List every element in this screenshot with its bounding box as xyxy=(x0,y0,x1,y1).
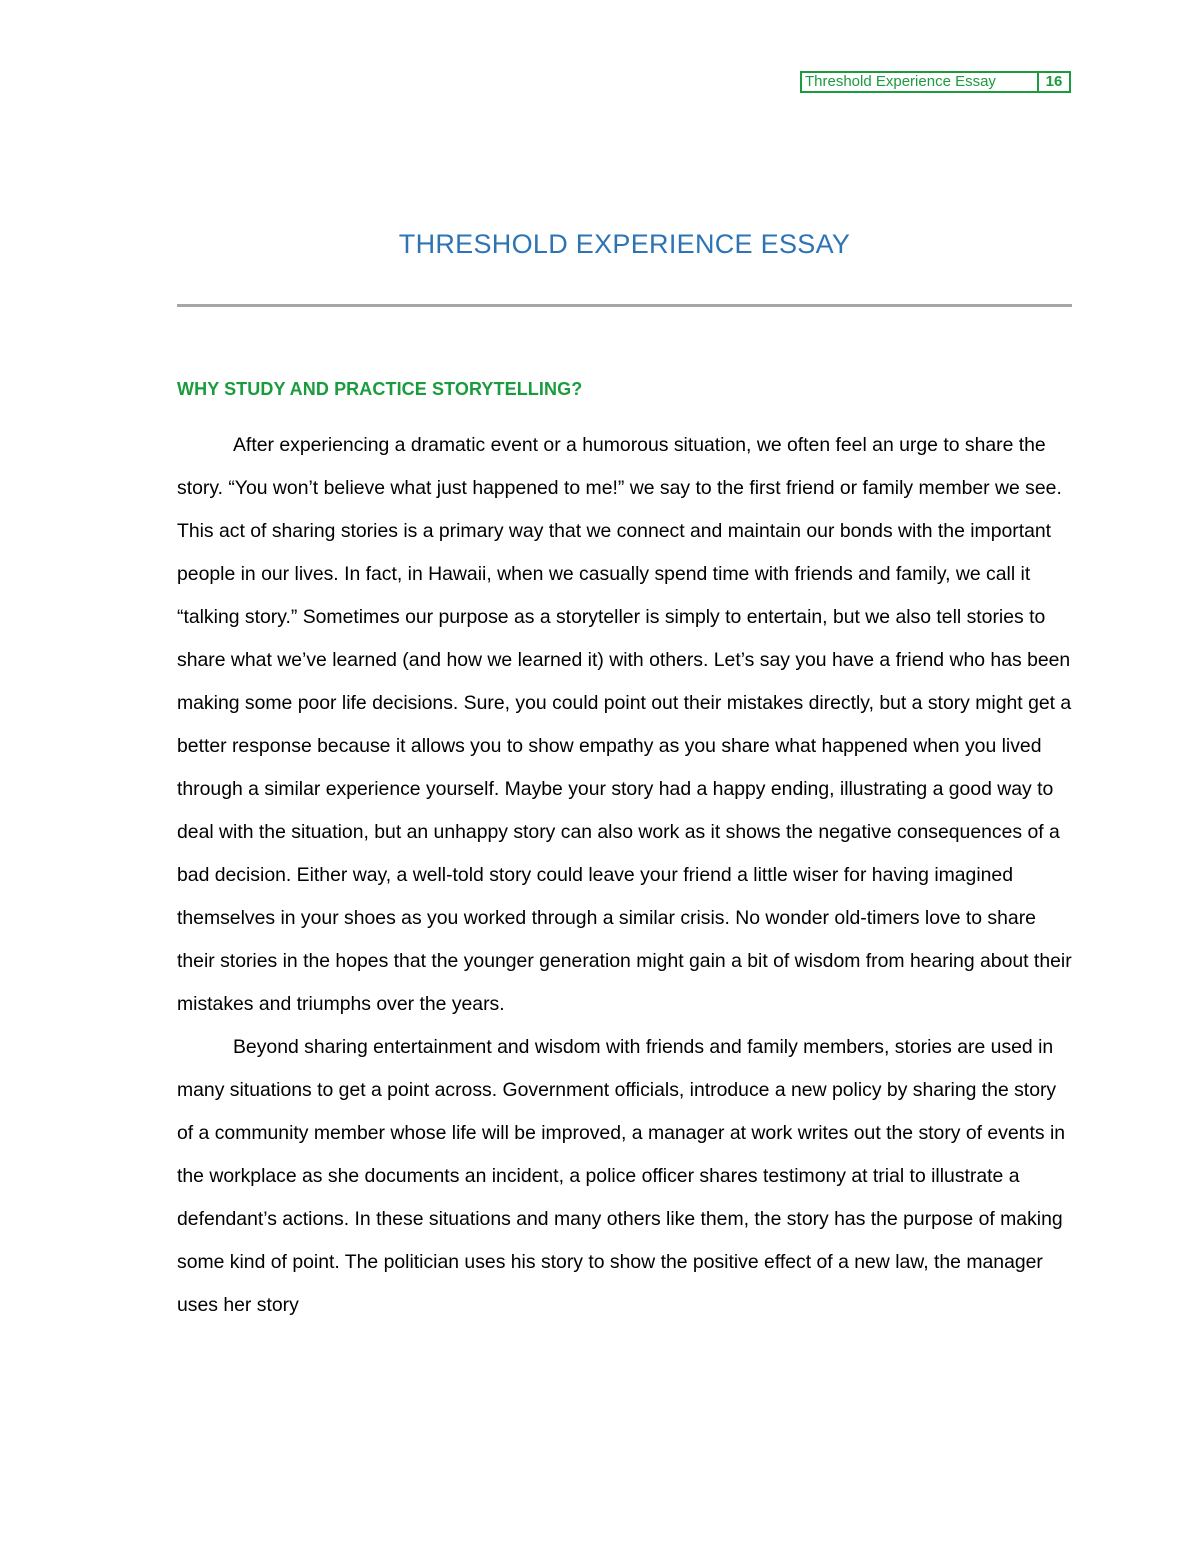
paragraph: After experiencing a dramatic event or a humorous situation, we often feel an urge to share the story. “You won’t believe what just happened to me!” we say to the first friend or family member we see. This act of sharing stories is a primary way that we connect and maintain our bonds with the important people in our lives. In fact, in Hawaii, when we casually spend time with friends and family, we call it “talking story.” Sometimes our purpose as a storyteller is simply to entertain, but we also tell stories to share what we’ve learned (and how we learned it) with others. Let’s say you have a friend who has been making some poor life decisions. Sure, you could point out their mistakes directly, but a story might get a better response because it allows you to show empathy as you share what happened when you lived through a similar experience yourself. Maybe your story had a happy ending, illustrating a good way to deal with the situation, but an unhappy story can also work as it shows the negative consequences of a bad decision. Either way, a well-told story could leave your friend a little wiser for having imagined themselves in your shoes as you worked through a similar crisis. No wonder old-timers love to share their stories in the hopes that the younger generation might gain a bit of wisdom from hearing about their mistakes and triumphs over the years. xyxy=(177,434,1072,1015)
paragraph: Beyond sharing entertainment and wisdom with friends and family members, stories are used in many situations to get a point across. Government officials, introduce a new policy by sharing the story of a community member whose life will be improved, a manager at work writes out the story of events in the workplace as she documents an incident, a police officer shares testimony at trial to illustrate a defendant’s actions. In these situations and many others like them, the story has the purpose of making some kind of point. The politician uses his story to show the positive effect of a new law, the manager uses her story xyxy=(177,1036,1066,1316)
document-title: THRESHOLD EXPERIENCE ESSAY xyxy=(398,229,851,259)
body-text xyxy=(177,424,1077,1327)
running-header-title: Threshold Experience Essay xyxy=(805,73,996,90)
page-number: 16 xyxy=(1037,73,1069,91)
title-divider xyxy=(177,304,1072,307)
running-header xyxy=(800,71,1071,93)
section-heading: WHY STUDY AND PRACTICE STORYTELLING? xyxy=(177,379,583,399)
